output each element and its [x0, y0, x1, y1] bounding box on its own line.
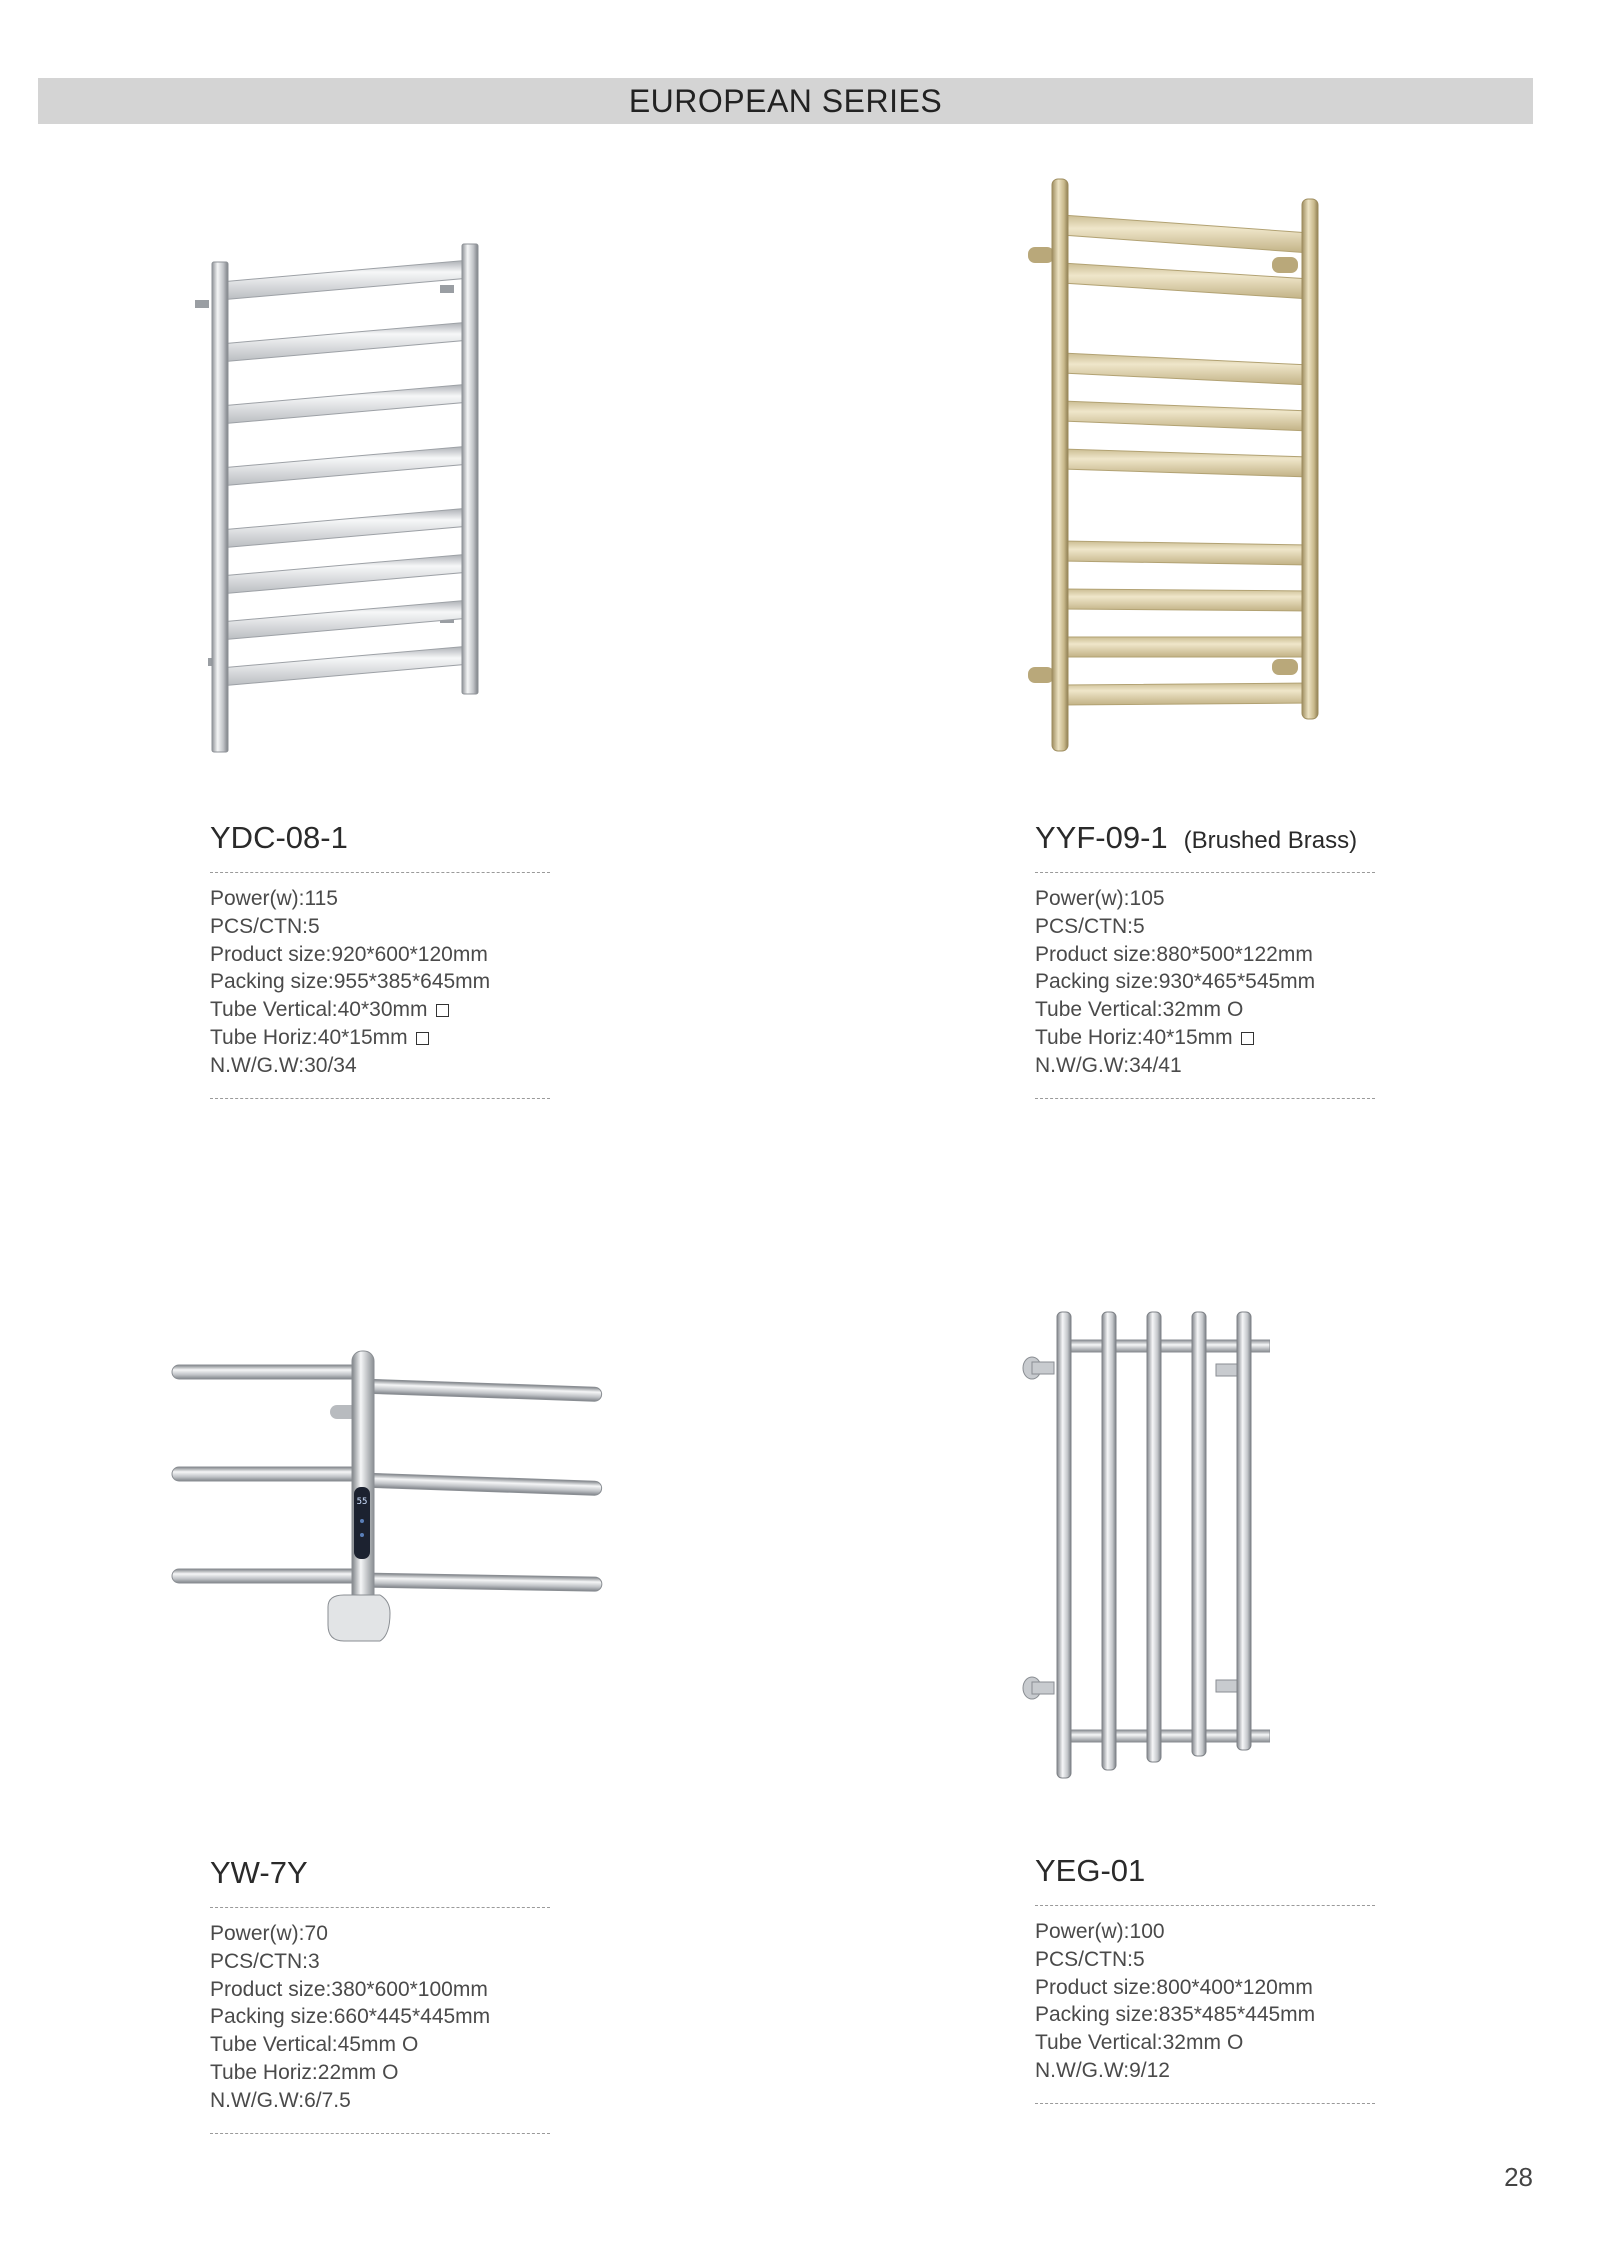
round-tube-symbol: O: [382, 2060, 399, 2084]
spec-weight: N.W/G.W:34/41: [1035, 1053, 1182, 1077]
spec-packing-size: Packing size:660*445*445mm: [210, 2005, 491, 2029]
model-name: YW-7Y: [210, 1855, 308, 1890]
divider: [1035, 1098, 1375, 1099]
spec-power: Power(w):70: [210, 1922, 328, 1945]
spec-weight: N.W/G.W:9/12: [1035, 2058, 1170, 2082]
square-tube-icon: [416, 1032, 429, 1045]
product-image-yw-7y: [168, 1345, 608, 1665]
spec-tube-horiz: Tube Horiz:22mm O: [210, 2060, 399, 2084]
spec-power: Power(w):100: [1035, 1920, 1165, 1943]
svg-text:55: 55: [356, 1497, 368, 1507]
spec-packing-size: Packing size:930*465*545mm: [1035, 970, 1316, 994]
spec-packing-size: Packing size:955*385*645mm: [210, 970, 491, 994]
spec-product-size: Product size:880*500*122mm: [1035, 942, 1313, 966]
spec-product-size: Product size:920*600*120mm: [210, 942, 488, 966]
model-name: YEG-01: [1035, 1853, 1146, 1888]
spec-pcs-ctn: PCS/CTN:5: [1035, 914, 1145, 938]
spec-tube-vertical: Tube Vertical:45mm O: [210, 2033, 419, 2057]
spec-tube-vertical: Tube Vertical:40*30mm: [210, 996, 550, 1024]
spec-pcs-ctn: PCS/CTN:5: [210, 914, 320, 938]
square-tube-icon: [436, 1004, 449, 1017]
series-title: EUROPEAN SERIES: [628, 82, 943, 119]
series-banner: [38, 78, 1533, 124]
model-name: YYF-09-1: [1035, 820, 1168, 855]
spec-power: Power(w):115: [210, 887, 338, 910]
spec-tube-vertical: Tube Vertical:32mm O: [1035, 2031, 1244, 2055]
square-tube-icon: [1241, 1032, 1254, 1045]
product-image-yyf-09-1: [1020, 175, 1340, 755]
spec-tube-horiz: Tube Horiz:40*15mm: [210, 1024, 550, 1052]
spec-weight: N.W/G.W:6/7.5: [210, 2088, 351, 2112]
spec-pcs-ctn: PCS/CTN:5: [1035, 1947, 1145, 1971]
spec-tube-vertical: Tube Vertical:32mm O: [1035, 998, 1244, 1022]
spec-power: Power(w):105: [1035, 887, 1165, 910]
spec-tube-horiz: Tube Horiz:40*15mm: [1035, 1024, 1375, 1052]
page-number: 28: [1504, 2162, 1533, 2192]
spec-block-yw-7y: [210, 1855, 550, 2134]
spec-packing-size: Packing size:835*485*445mm: [1035, 2003, 1316, 2027]
divider: [210, 2133, 550, 2134]
round-tube-symbol: O: [1226, 998, 1244, 1022]
spec-block-yeg-01: [1035, 1853, 1375, 2104]
finish-note: (Brushed Brass): [1183, 827, 1358, 854]
spec-weight: N.W/G.W:30/34: [210, 1053, 357, 1077]
product-image-yeg-01: [1020, 1300, 1270, 1780]
divider: [1035, 2103, 1375, 2104]
spec-product-size: Product size:800*400*120mm: [1035, 1975, 1313, 1999]
model-name: YDC-08-1: [210, 820, 348, 855]
round-tube-symbol: O: [401, 2033, 419, 2057]
divider: [210, 1098, 550, 1099]
spec-block-ydc-08-1: [210, 820, 550, 1099]
spec-block-yyf-09-1: [1035, 820, 1375, 1099]
product-image-ydc-08-1: [190, 240, 500, 760]
spec-pcs-ctn: PCS/CTN:3: [210, 1949, 320, 1973]
round-tube-symbol: O: [1226, 2031, 1244, 2055]
spec-product-size: Product size:380*600*100mm: [210, 1977, 488, 2001]
